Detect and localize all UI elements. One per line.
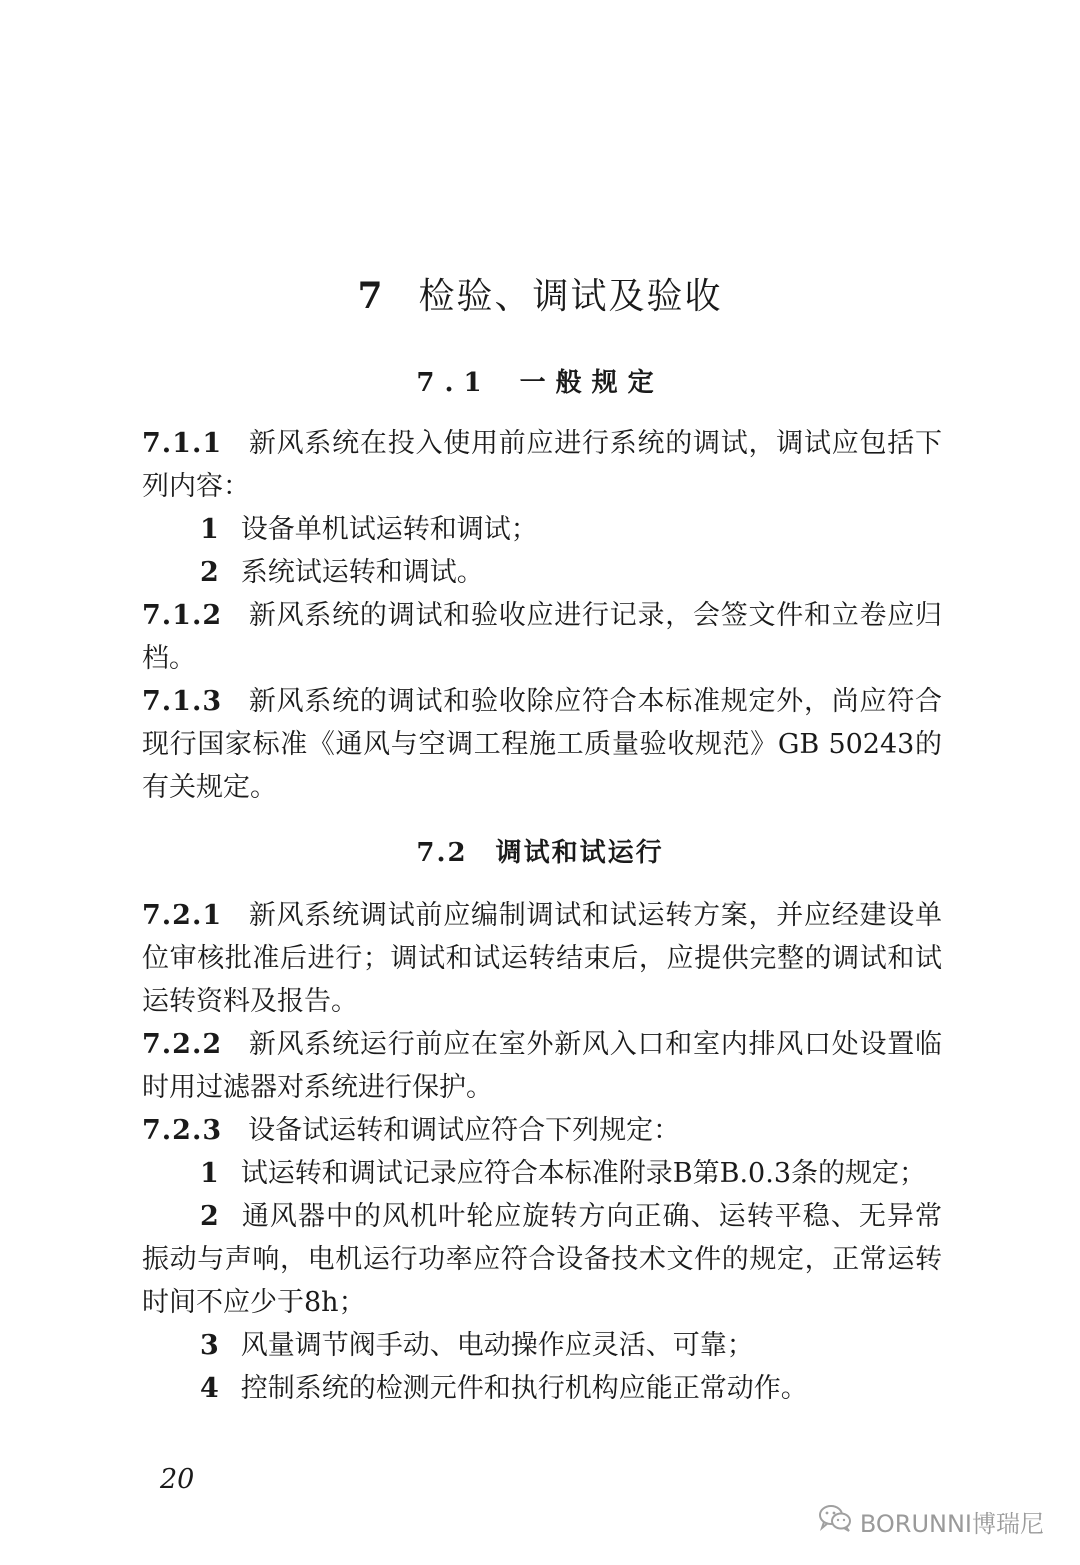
clause-number: 7.1.2 bbox=[142, 600, 223, 631]
watermark bbox=[818, 1503, 1044, 1539]
item-number: 2 bbox=[200, 1201, 219, 1232]
wechat-icon bbox=[818, 1503, 860, 1539]
clause-text: 新风系统调试前应编制调试和试运转方案，并应经建设单位审核批准后进行；调试和试运转结束后，应提供完整的调试和试运转资料及报告。 bbox=[142, 900, 942, 1017]
item-text: 控制系统的检测元件和执行机构应能正常动作。 bbox=[240, 1373, 808, 1404]
section-7-1-body bbox=[142, 422, 942, 809]
section-title-7-2 bbox=[0, 832, 1080, 869]
chapter-title bbox=[0, 268, 1080, 319]
clause-7-2-1 bbox=[142, 894, 942, 1023]
section-title-7-1 bbox=[0, 362, 1080, 399]
clause-number: 7.1.3 bbox=[142, 686, 223, 717]
clause-number: 7.2.1 bbox=[142, 900, 223, 931]
item-text: 风量调节阀手动、电动操作应灵活、可靠； bbox=[240, 1330, 754, 1361]
item-number: 3 bbox=[200, 1330, 219, 1361]
clause-7-1-1 bbox=[142, 422, 942, 508]
item-text: 设备单机试运转和调试； bbox=[240, 514, 538, 545]
clause-text: 新风系统在投入使用前应进行系统的调试，调试应包括下列内容： bbox=[142, 428, 942, 502]
item-text: 系统试运转和调试。 bbox=[240, 557, 484, 588]
clause-text: 新风系统的调试和验收应进行记录，会签文件和立卷应归档。 bbox=[142, 600, 942, 674]
clause-7-1-3 bbox=[142, 680, 942, 809]
section-number: 7.2 bbox=[416, 838, 468, 868]
section-number: 7.1 bbox=[416, 368, 492, 398]
chapter-title-text: 检验、调试及验收 bbox=[418, 276, 723, 317]
section-7-2-body bbox=[142, 894, 942, 1410]
item-text: 试运转和调试记录应符合本标准附录B第B.0.3条的规定； bbox=[240, 1158, 926, 1189]
clause-text: 新风系统运行前应在室外新风入口和室内排风口处设置临时用过滤器对系统进行保护。 bbox=[142, 1029, 942, 1103]
clause-7-1-2 bbox=[142, 594, 942, 680]
clause-7-2-2 bbox=[142, 1023, 942, 1109]
section-title-text: 调试和试运行 bbox=[495, 838, 664, 868]
item-number: 4 bbox=[200, 1373, 219, 1404]
section-title-text: 一般规定 bbox=[519, 368, 664, 398]
item-number: 1 bbox=[200, 1158, 219, 1189]
watermark-text: BORUNNI博瑞尼 bbox=[859, 1509, 1044, 1538]
list-item bbox=[142, 1324, 942, 1367]
clause-number: 7.1.1 bbox=[142, 428, 223, 459]
chapter-number: 7 bbox=[357, 275, 385, 317]
list-item bbox=[142, 1195, 942, 1324]
list-item bbox=[142, 508, 942, 551]
item-text: 通风器中的风机叶轮应旋转方向正确、运转平稳、无异常振动与声响，电机运行功率应符合设备技术文件的规定，正常运转时间不应少于8h； bbox=[142, 1201, 942, 1318]
page-number: 20 bbox=[160, 1464, 195, 1495]
list-item bbox=[142, 1367, 942, 1410]
item-number: 2 bbox=[200, 557, 219, 588]
clause-number: 7.2.3 bbox=[142, 1115, 223, 1146]
clause-text: 新风系统的调试和验收除应符合本标准规定外，尚应符合现行国家标准《通风与空调工程施工质量验收规范》GB 50243的有关规定。 bbox=[142, 686, 942, 803]
clause-number: 7.2.2 bbox=[142, 1029, 223, 1060]
item-number: 1 bbox=[200, 514, 219, 545]
list-item bbox=[142, 551, 942, 594]
clause-7-2-3 bbox=[142, 1109, 942, 1152]
list-item bbox=[142, 1152, 942, 1195]
clause-text: 设备试运转和调试应符合下列规定： bbox=[248, 1115, 681, 1146]
